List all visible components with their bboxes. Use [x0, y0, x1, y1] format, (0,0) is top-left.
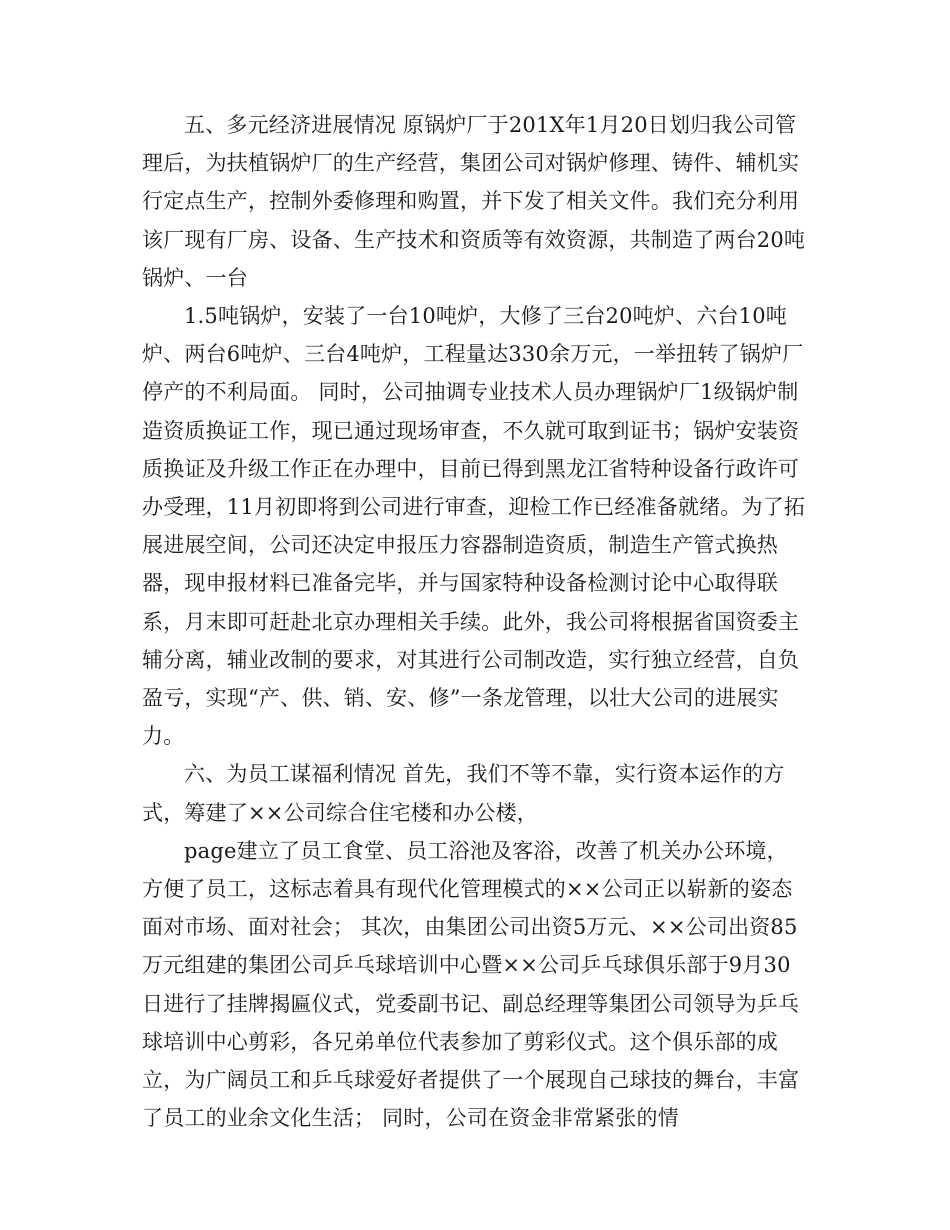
document-body: [142, 106, 806, 1137]
paragraph-facilities-and-club: page建立了员工食堂、员工浴池及客浴，改善了机关办公环境，方便了员工，这标志着具有现代化管理模式的××公司正以崭新的姿态面对市场、面对社会； 其次，由集团公司出资5万元、××公司出资85万元组建的集团公司乒乓球培训中心暨××公司乒乓球俱乐部于9月30日进行了挂牌揭匾仪式，党委副书记、副总经理等集团公司领导为乒乓球培训中心剪彩，各兄弟单位代表参加了剪彩仪式。这个俱乐部的成立，为广阔员工和乒乓球爱好者提供了一个展现自己球技的舞台，丰富了员工的业余文化生活； 同时，公司在资金非常紧张的情: [142, 838, 800, 1131]
paragraph-diversified-economy: 五、多元经济进展情况 原锅炉厂于201X年1月20日划归我公司管理后，为扶植锅炉厂的生产经营，集团公司对锅炉修理、铸件、辅机实行定点生产，控制外委修理和购置，并下发了相关文件。我们充分利用该厂现有厂房、设备、生产技术和资质等有效资源，共制造了两台20吨锅炉、一台: [142, 113, 806, 290]
paragraph-employee-welfare: 六、为员工谋福利情况 首先，我们不等不靠，实行资本运作的方式，筹建了××公司综合住宅楼和办公楼，: [142, 762, 785, 825]
paragraph-boiler-plant-results: 1.5吨锅炉，安装了一台10吨炉，大修了三台20吨炉、六台10吨炉、两台6吨炉、三台4吨炉，工程量达330余万元，一举扭转了锅炉厂停产的不利局面。 同时，公司抽调专业技术人员办理锅炉厂1级锅炉制造资质换证工作，现已通过现场审查，不久就可取到证书；锅炉安装资质换证及升级工作正在办理中，目前已得到黑龙江省特种设备行政许可办受理，11月初即将到公司进行审查，迎检工作已经准备就绪。为了拓展进展空间，公司还决定申报压力容器制造资质，制造生产管式换热器，现申报材料已准备完毕，并与国家特种设备检测讨论中心取得联系，月末即可赶赴北京办理相关手续。此外，我公司将根据省国资委主辅分离，辅业改制的要求，对其进行公司制改造，实行独立经营，自负盈亏，实现“产、供、销、安、修”一条龙管理，以壮大公司的进展实力。: [142, 304, 806, 749]
